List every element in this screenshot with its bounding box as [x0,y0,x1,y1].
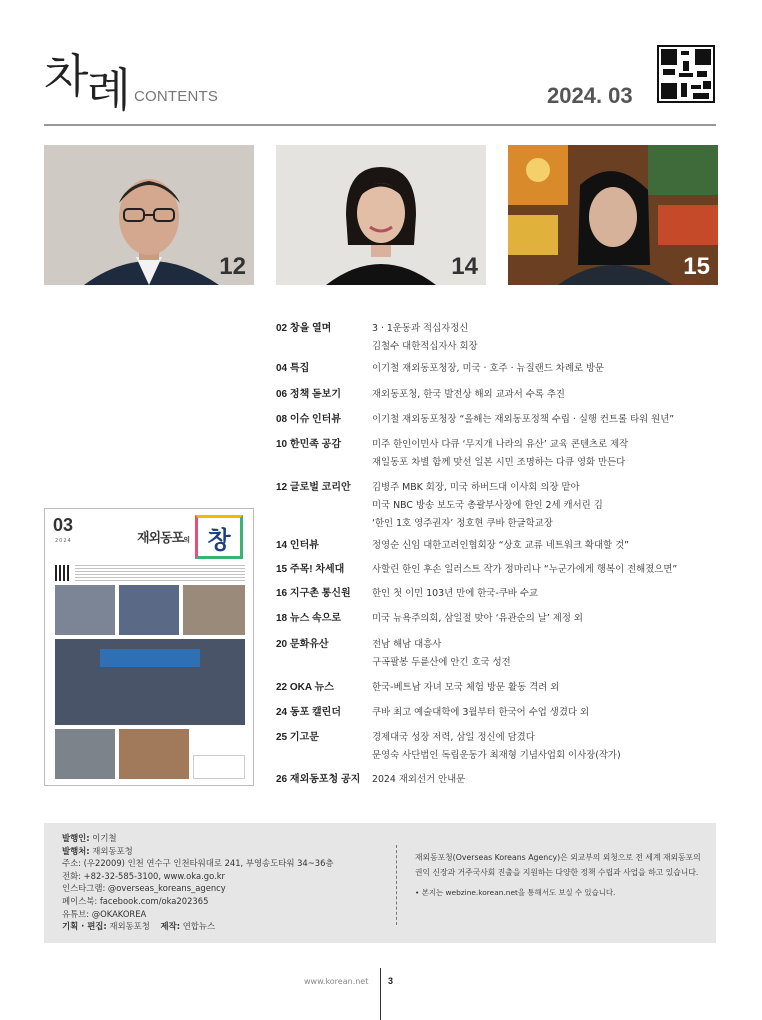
toc-section: 15 주목! 차세대 [276,564,345,575]
photo-page-12[interactable] [44,145,254,285]
toc-line: 3 · 1운동과 적십자정신 [372,323,469,334]
toc-line: 이기철 재외동포청장, 미국 · 호주 · 뉴질랜드 차례로 방문 [372,363,605,374]
youtube-link[interactable]: 유튜브: @OKAKOREA [62,908,147,919]
photo-page-number: 12 [219,253,246,280]
toc-line: 김철수 대한적십자사 회장 [372,341,478,352]
toc-section: 08 이슈 인터뷰 [276,414,341,425]
toc-line: 구곡팔봉 두륜산에 안긴 호국 성전 [372,657,511,668]
cover-agency-logo [193,755,245,779]
cover-logo: 창 [195,515,243,559]
toc-section: 06 정책 돋보기 [276,389,341,400]
qr-code-icon[interactable] [657,45,715,103]
toc-line: 정영순 신임 대한고려인협회장 “상호 교류 네트워크 확대할 것” [372,540,629,551]
cover-issue-number: 03 [53,515,74,535]
toc-section: 14 인터뷰 [276,540,319,551]
footer-divider [396,845,397,925]
cover-text-block [75,565,245,581]
page-divider [380,968,381,1020]
toc-line: 문영숙 사단법인 독립운동가 최재형 기념사업회 이사장(작가) [372,750,621,761]
photo-page-number: 14 [451,253,478,280]
cover-photo [55,729,115,779]
publisher-info: 발행인: 이기철 발행처: 재외동포청 주소: (우22009) 인천 연수구 인천타워대로 241, 부영송도타워 34~36층 전화: +82-32-585-3100, www.oka.go.kr 인스타그램: @overseas_koreans_agency 페이스북: facebook.com/oka202365 유튜브: @OKAKOREA 기획 · 편집: 재외동포청 제작: 연합뉴스 [62,833,334,932]
toc-line: 재외동포청, 한국 발전상 해외 교과서 수록 추진 [372,389,565,400]
toc-line: 사할린 한인 후손 일러스트 작가 정마리나 “누군가에게 행복이 전해졌으면” [372,564,678,575]
toc-line: 미주 한인이민사 다큐 ‘무지개 나라의 유산’ 교육 콘텐츠로 제작 [372,439,629,450]
toc-line: 미국 NBC 방송 보도국 총괄부사장에 한인 2세 캐서린 김 [372,500,603,511]
cover-year: 2024 [55,538,72,544]
toc-section: 04 특집 [276,363,310,374]
toc-section: 24 동포 캘린더 [276,707,341,718]
issue-date: 2024. 03 [547,83,633,108]
toc-section: 12 글로벌 코리안 [276,482,351,493]
agency-about: 재외동포청(Overseas Koreans Agency)은 외교부의 외청으로 전 세계 재외동포의 권익 신장과 거주국사회 진출을 지원하는 다양한 정책 수립과 사업을 하고 있습니다. • 본지는 webzine.korean.net을 통해서도 보실 수 있습니다. [415,851,705,901]
facebook-link[interactable]: 페이스북: facebook.com/oka202365 [62,895,209,906]
toc-section: 22 OKA 뉴스 [276,682,334,693]
photo-page-number: 15 [683,253,710,280]
instagram-link[interactable]: 인스타그램: @overseas_koreans_agency [62,883,226,894]
title-char-1: 차 [44,49,87,103]
cover-photo [119,585,179,635]
toc-line: 전남 해남 대흥사 [372,639,442,650]
cover-banner [100,649,200,667]
toc-section: 18 뉴스 속으로 [276,613,341,624]
webzine-note: • 본지는 webzine.korean.net을 통해서도 보실 수 있습니다. [415,888,616,897]
toc-section: 20 문화유산 [276,639,329,650]
site-url[interactable]: www.korean.net [304,977,369,986]
contents-label: CONTENTS [134,88,219,105]
phone: 전화: +82-32-585-3100, www.oka.go.kr [62,870,225,881]
photo-page-15[interactable] [508,145,718,285]
toc-line: 한국-베트남 자녀 모국 체험 방문 활동 격려 외 [372,682,560,693]
cover-qr-icon [55,565,71,581]
toc-section: 10 한민족 공감 [276,439,341,450]
magazine-cover[interactable] [44,508,254,786]
title-char-2: 례 [86,63,129,117]
toc-line: 김병주 MBK 회장, 미국 하버드대 이사회 의장 맡아 [372,482,580,493]
toc-line: 2024 재외선거 안내문 [372,774,466,785]
toc-section: 16 지구촌 통신원 [276,588,351,599]
address: 주소: (우22009) 인천 연수구 인천타워대로 241, 부영송도타워 34~36층 [62,858,334,869]
toc-line: 이기철 재외동포청장 “올해는 재외동포정책 수립 · 실행 컨트롤 타워 원년” [372,414,675,425]
toc-line: 경제대국 성장 저력, 삼일 정신에 담겼다 [372,732,535,743]
toc-line: 재일동포 차별 함께 맞선 일본 시민 조명하는 다큐 영화 만든다 [372,457,626,468]
toc-line: 쿠바 최고 예술대학에 3월부터 한국어 수업 생겼다 외 [372,707,590,718]
photo-page-14[interactable] [276,145,486,285]
toc-line: ‘한인 1호 영주권자’ 정호현 쿠바 한글학교장 [372,518,553,529]
page-number: 3 [388,976,394,986]
toc-section: 25 기고문 [276,732,319,743]
cover-photo [119,729,189,779]
toc-line: 한인 첫 이민 103년 만에 한국-쿠바 수교 [372,588,538,599]
cover-magazine-name: 재외동포의 [137,531,189,546]
header-divider [44,124,716,126]
page-title [44,40,129,117]
toc-section: 26 재외동포청 공지 [276,774,361,785]
cover-photo [55,585,115,635]
toc-section: 02 창을 열며 [276,323,332,334]
publication-info [44,823,716,943]
toc-line: 미국 뉴욕주의회, 삼일절 맞아 ‘유관순의 날’ 제정 외 [372,613,583,624]
cover-photo [183,585,245,635]
